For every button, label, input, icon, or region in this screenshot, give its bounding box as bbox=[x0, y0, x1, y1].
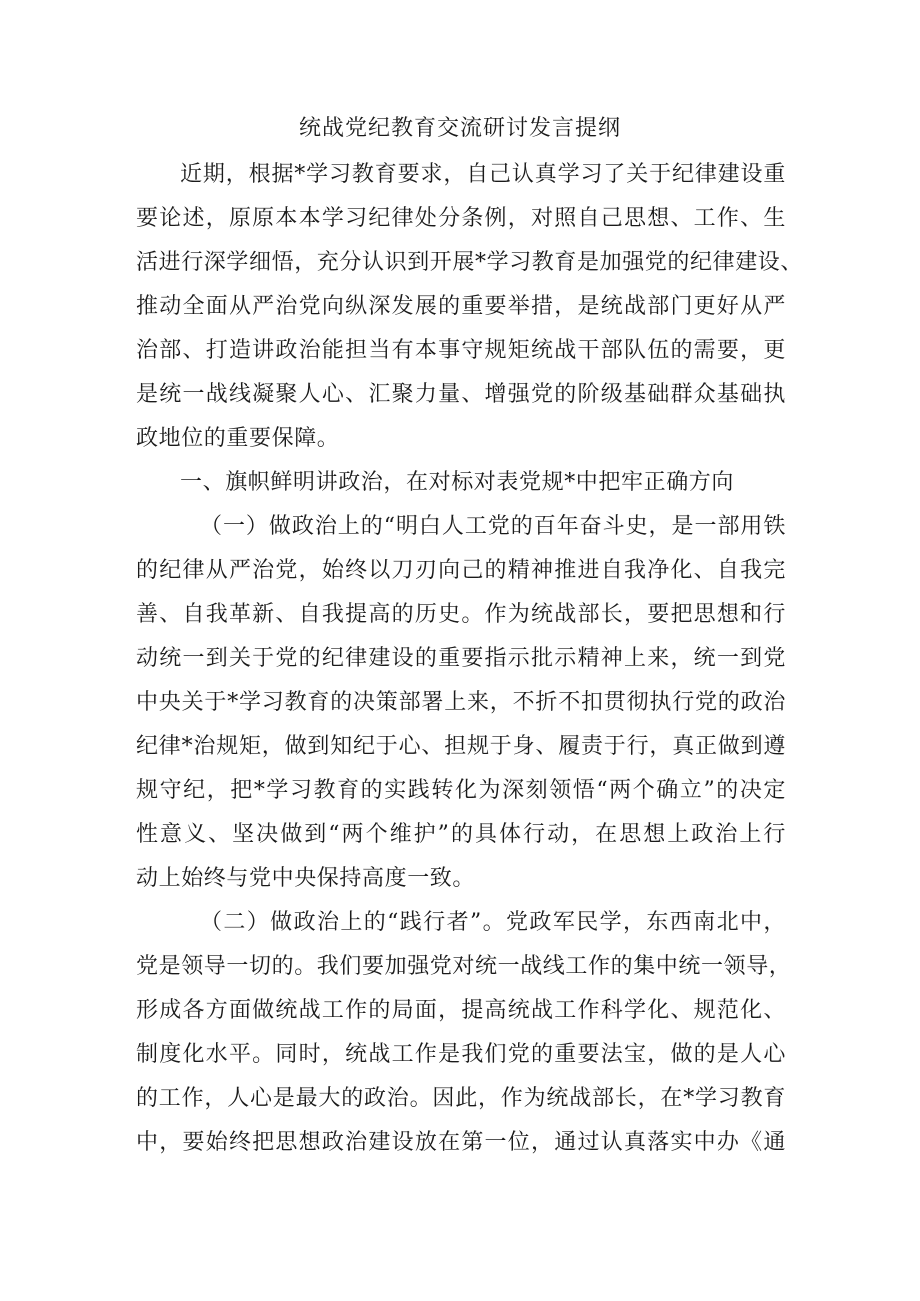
paragraph-line: 治部、打造讲政治能担当有本事守规矩统战干部队伍的需要，更 bbox=[136, 338, 786, 363]
paragraph-line: 动统一到关于党的纪律建设的重要指示批示精神上来，统一到党 bbox=[136, 646, 786, 671]
paragraph-line: 活进行深学细悟，充分认识到开展*学习教育是加强党的纪律建设、 bbox=[136, 250, 804, 275]
section-heading: 一、旗帜鲜明讲政治，在对标对表党规*中把牢正确方向 bbox=[180, 470, 735, 495]
paragraph-line: 近期，根据*学习教育要求，自己认真学习了关于纪律建设重 bbox=[180, 162, 786, 187]
paragraph-line: 中央关于*学习教育的决策部署上来，不折不扣贯彻执行党的政治 bbox=[136, 690, 786, 715]
document-title: 统战党纪教育交流研讨发言提纲 bbox=[298, 116, 621, 141]
paragraph-line: 形成各方面做统战工作的局面，提高统战工作科学化、规范化、 bbox=[136, 998, 786, 1023]
paragraph-line: 制度化水平。同时，统战工作是我们党的重要法宝，做的是人心 bbox=[136, 1042, 786, 1067]
paragraph-line: （一）做政治上的“明白人工党的百年奋斗史，是一部用铁 bbox=[200, 514, 786, 539]
paragraph-line: 推动全面从严治党向纵深发展的重要举措，是统战部门更好从严 bbox=[136, 294, 786, 319]
paragraph-line: 党是领导一切的。我们要加强党对统一战线工作的集中统一领导， bbox=[136, 954, 792, 979]
paragraph-line: 动上始终与党中央保持高度一致。 bbox=[136, 866, 476, 891]
paragraph-line: （二）做政治上的“践行者”。党政军民学，东西南北中， bbox=[200, 910, 786, 935]
paragraph-line: 中，要始终把思想政治建设放在第一位，通过认真落实中办《通 bbox=[136, 1130, 786, 1155]
paragraph-line: 是统一战线凝聚人心、汇聚力量、增强党的阶级基础群众基础执 bbox=[136, 382, 786, 407]
paragraph-line: 政地位的重要保障。 bbox=[136, 426, 340, 451]
paragraph-line: 的工作，人心是最大的政治。因此，作为统战部长，在*学习教育 bbox=[136, 1086, 786, 1111]
paragraph-line: 规守纪，把*学习教育的实践转化为深刻领悟“两个确立”的决定 bbox=[136, 778, 786, 803]
paragraph-line: 善、自我革新、自我提高的历史。作为统战部长，要把思想和行 bbox=[136, 602, 786, 627]
paragraph-line: 的纪律从严治党，始终以刀刃向己的精神推进自我净化、自我完 bbox=[136, 558, 786, 583]
paragraph-line: 性意义、坚决做到“两个维护”的具体行动，在思想上政治上行 bbox=[136, 822, 786, 847]
paragraph-line: 要论述，原原本本学习纪律处分条例，对照自己思想、工作、生 bbox=[136, 206, 786, 231]
paragraph-line: 纪律*治规矩，做到知纪于心、担规于身、履责于行，真正做到遵 bbox=[136, 734, 786, 759]
